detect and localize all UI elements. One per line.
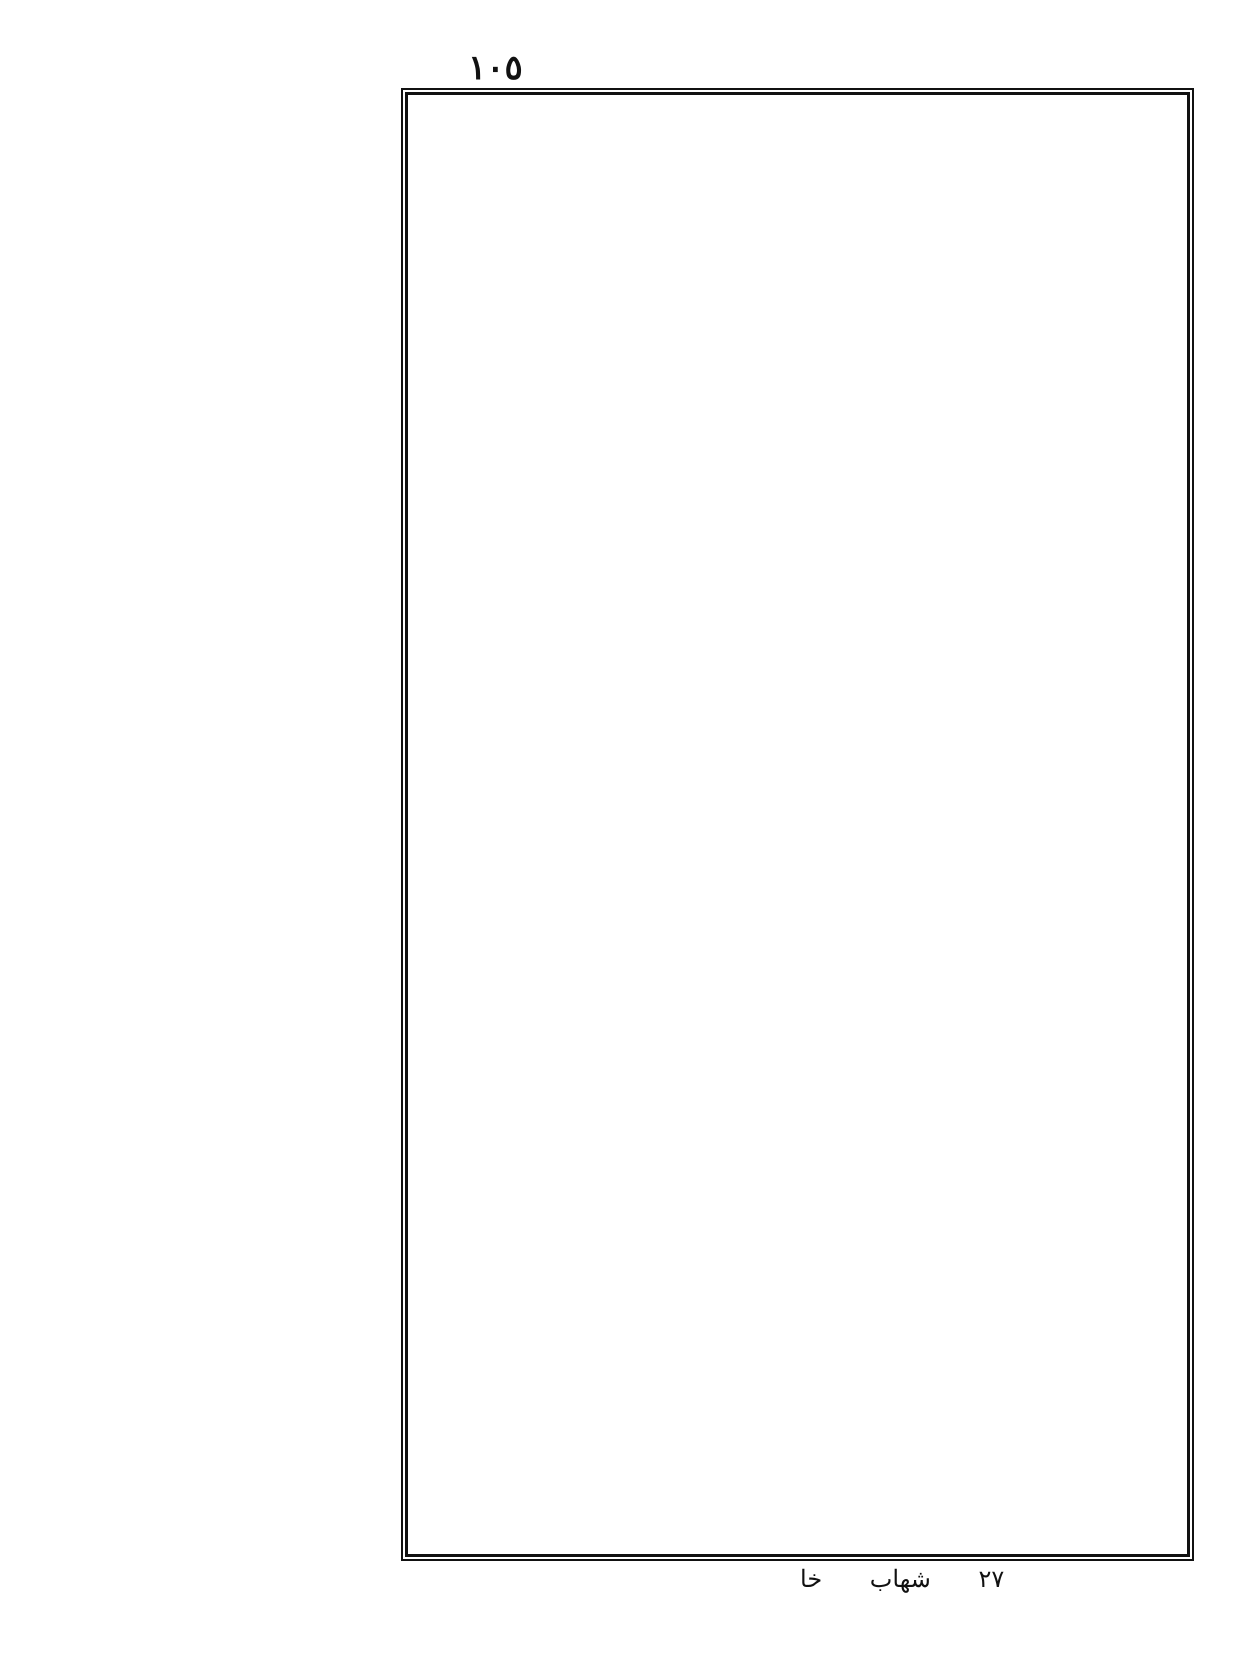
footer-line [760, 1565, 1004, 1593]
page-number: ١٠٥ [468, 48, 523, 88]
main-text [420, 103, 1175, 1546]
main-text-frame [405, 92, 1190, 1557]
footer-signature: ٢٧ [978, 1565, 1005, 1593]
footer-title: شهاب [869, 1565, 931, 1593]
footer-volume: خا [800, 1565, 823, 1593]
